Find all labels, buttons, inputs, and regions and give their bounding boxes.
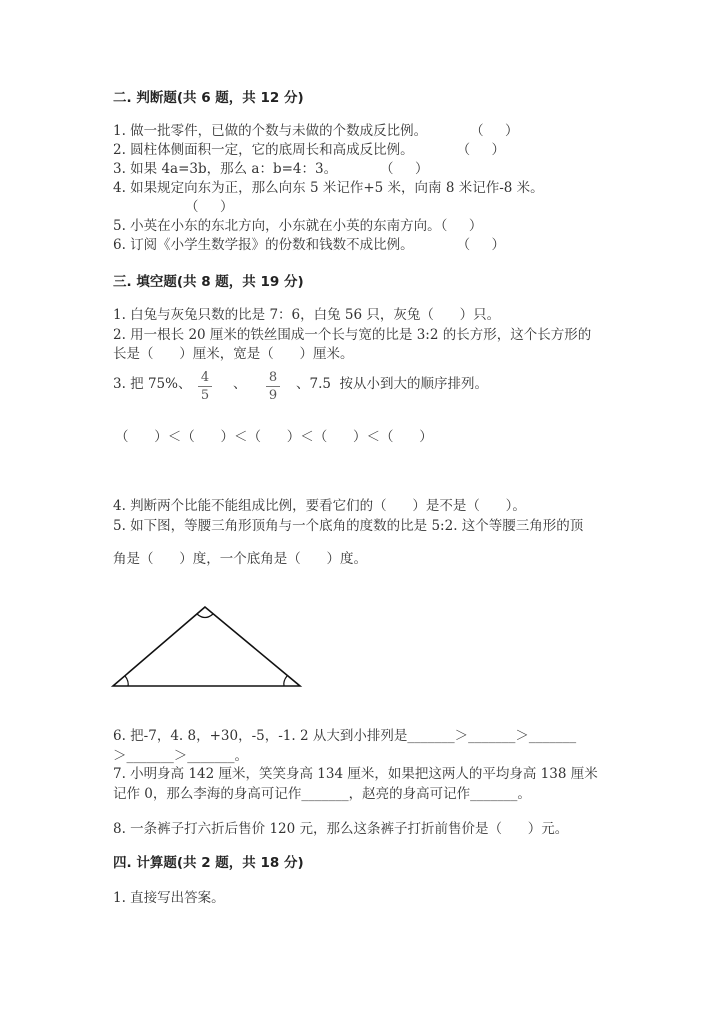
section-3-heading: 三. 填空题(共 8 题，共 19 分) (113, 274, 304, 290)
judge-q5: 5. 小英在小东的东北方向，小东就在小英的东南方向。（ ） (113, 218, 483, 234)
fill-q2-line1: 2. 用一根长 20 厘米的铁丝围成一个长与宽的比是 3:2 的长方形，这个长方形的 (113, 327, 592, 343)
numerator: 4 (200, 370, 210, 385)
judge-q4: 4. 如果规定向东为正，那么向东 5 米记作+5 米，向南 8 米记作-8 米。 (113, 180, 544, 196)
section-2-heading: 二. 判断题(共 6 题，共 12 分) (113, 90, 304, 106)
fill-q3-suffix: 、7.5 按从小到大的顺序排列。 (296, 376, 489, 392)
section-4-heading: 四. 计算题(共 2 题，共 18 分) (113, 855, 304, 871)
fill-q7-line2: 记作 0，那么李海的身高可记作_______，赵亮的身高可记作_______。 (113, 786, 531, 802)
fill-q8: 8. 一条裤子打六折后售价 120 元，那么这条裤子打折前售价是（ ）元。 (113, 821, 569, 837)
calc-q1: 1. 直接写出答案。 (113, 890, 225, 906)
judge-q6: 6. 订阅《小学生数学报》的份数和钱数不成比例。 （ ） (113, 237, 506, 253)
fill-q1: 1. 白兔与灰兔只数的比是 7：6，白兔 56 只，灰兔（ ）只。 (113, 307, 501, 323)
numerator: 8 (268, 370, 278, 385)
fill-q2-line2: 长是（ ）厘米，宽是（ ）厘米。 (113, 346, 354, 362)
fill-q4: 4. 判断两个比能不能组成比例，要看它们的（ ）是不是（ ）。 (113, 498, 526, 514)
denominator: 5 (200, 388, 210, 403)
fill-q3-prefix: 3. 把 75%、 (113, 376, 192, 392)
judge-q3: 3. 如果 4a=3b，那么 a：b=4：3。 （ ） (113, 161, 429, 177)
denominator: 9 (268, 388, 278, 403)
fill-q5-line1: 5. 如下图，等腰三角形顶角与一个底角的度数的比是 5:2. 这个等腰三角形的顶 (113, 518, 584, 534)
fill-q3-sep: 、 (233, 376, 247, 392)
judge-q2: 2. 圆柱体侧面积一定，它的底周长和高成反比例。 （ ） (113, 142, 506, 158)
fill-q5-line2: 角是（ ）度，一个底角是（ ）度。 (113, 551, 367, 567)
fill-q6-line1: 6. 把-7，4. 8，+30，-5，-1. 2 从大到小排列是_______＞_______＞_______ (113, 728, 577, 744)
fill-q3-answer-row: （ ）＜（ ）＜（ ）＜（ ）＜（ ） (115, 429, 433, 445)
fill-q7-line1: 7. 小明身高 142 厘米，笑笑身高 134 厘米，如果把这两人的平均身高 138 厘米 (113, 766, 598, 782)
judge-q1: 1. 做一批零件，已做的个数与未做的个数成反比例。 （ ） (113, 123, 519, 139)
judge-q4-answer-blank: （ ） (185, 199, 234, 215)
fill-q6-line2: ＞_______＞_______。 (113, 748, 248, 764)
